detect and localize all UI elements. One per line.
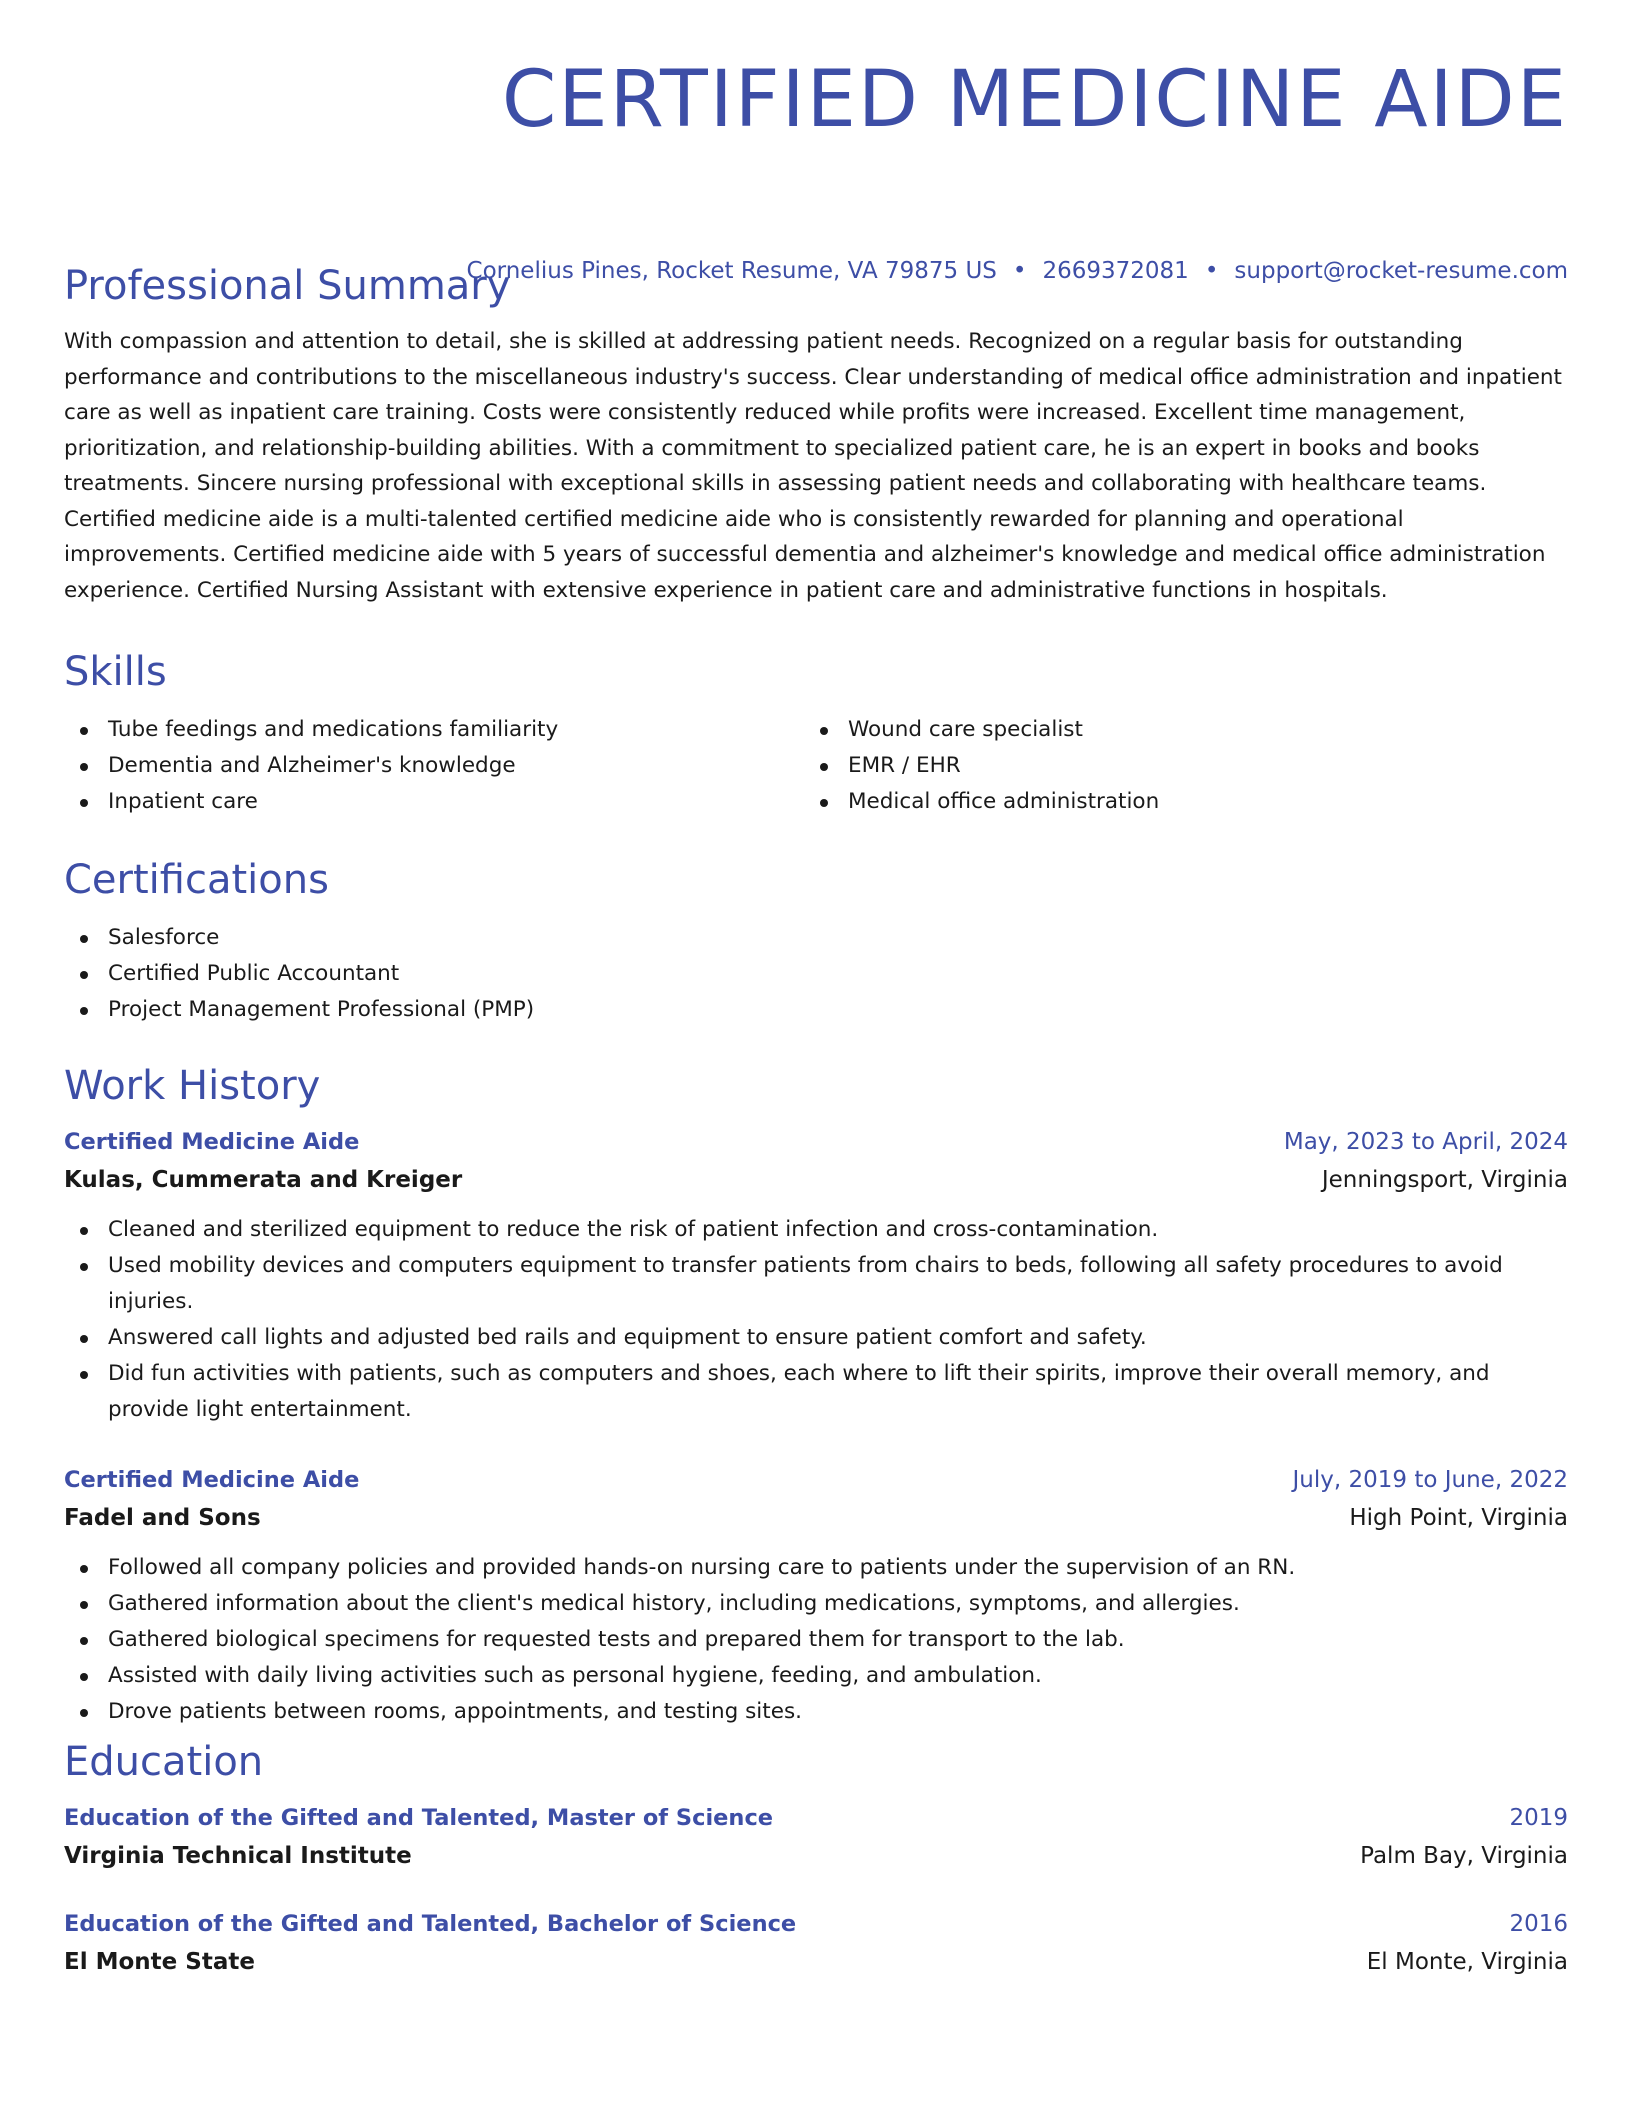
- degree-location: Palm Bay, Virginia: [1360, 1843, 1568, 1869]
- degree-entry: [64, 1800, 1568, 1876]
- skill-item: Medical office administration: [804, 784, 1544, 820]
- summary-text: With compassion and attention to detail, she is skilled at addressing patient needs. Recognized on a regular basis for outstanding performance and contributions to the miscellaneous industry's success. Clear understanding of medical office administration and inpatient care as well as inpatient care training. Costs were consistently reduced while profits were increased. Excellent time management, prioritization, and relationship-building abilities. With a commitment to specialized patient care, he is an expert in books and books treatments. Sincere nursing professional with exceptional skills in assessing patient needs and collaborating with healthcare teams. Certified medicine aide is a multi-talented certified medicine aide who is consistently rewarded for planning and operational improvements. Certified medicine aide with 5 years of successful dementia and alzheimer's knowledge and medical office administration experience. Certified Nursing Assistant with extensive experience in patient care and administrative functions in hospitals.: [64, 329, 1562, 603]
- skill-item: Inpatient care: [64, 784, 804, 820]
- degree-location: El Monte, Virginia: [1366, 1949, 1568, 1975]
- skills-grid: [64, 712, 1568, 820]
- job-title: Certified Medicine Aide: [64, 1467, 360, 1493]
- job-entry: [64, 1462, 1568, 1730]
- contact-email: support@rocket-resume.com: [1234, 258, 1568, 284]
- resume-title: CERTIFIED MEDICINE AIDE: [501, 55, 1568, 145]
- job-duty: Gathered information about the client's medical history, including medications, symptoms, and allergies.: [64, 1586, 1568, 1622]
- certifications-list: [64, 920, 1568, 1028]
- degree-school-row: [64, 1836, 1568, 1876]
- skill-item: EMR / EHR: [804, 748, 1544, 784]
- skills-list-right: [804, 712, 1544, 820]
- job-duty: Assisted with daily living activities such as personal hygiene, feeding, and ambulation.: [64, 1658, 1568, 1694]
- contact-phone: 2669372081: [1042, 258, 1189, 284]
- job-dates: May, 2023 to April, 2024: [1283, 1129, 1568, 1155]
- education-section: [64, 1738, 1568, 1982]
- degree-school-row: [64, 1942, 1568, 1982]
- summary-section: [64, 262, 1568, 608]
- contact-address: Cornelius Pines, Rocket Resume, VA 79875 US: [466, 258, 997, 284]
- skill-item: Wound care specialist: [804, 712, 1544, 748]
- job-duty: Drove patients between rooms, appointments, and testing sites.: [64, 1694, 1568, 1730]
- degree-year: 2016: [1509, 1911, 1568, 1937]
- certification-item: Project Management Professional (PMP): [64, 992, 1568, 1028]
- skill-item: Dementia and Alzheimer's knowledge: [64, 748, 804, 784]
- degree-school: El Monte State: [64, 1949, 255, 1975]
- job-employer: Kulas, Cummerata and Kreiger: [64, 1167, 463, 1193]
- degree-entry: [64, 1906, 1568, 1982]
- job-duty: Did fun activities with patients, such as computers and shoes, each where to lift their spirits, improve their overall memory, and provide light entertainment.: [64, 1356, 1568, 1428]
- job-title-row: [64, 1462, 1568, 1498]
- summary-heading: Professional Summary: [64, 263, 511, 309]
- certification-item: Certified Public Accountant: [64, 956, 1568, 992]
- contact-separator: •: [1012, 258, 1027, 284]
- certifications-section: [64, 856, 1568, 1028]
- job-entry: [64, 1124, 1568, 1428]
- job-employer: Fadel and Sons: [64, 1505, 261, 1531]
- work-history-section: [64, 1062, 1568, 1730]
- job-duty: Used mobility devices and computers equipment to transfer patients from chairs to beds, following all safety procedures to avoid injuries.: [64, 1248, 1568, 1320]
- degree-school: Virginia Technical Institute: [64, 1843, 412, 1869]
- work-history-heading: Work History: [64, 1063, 321, 1109]
- job-dates: July, 2019 to June, 2022: [1292, 1467, 1568, 1493]
- job-location: High Point, Virginia: [1349, 1505, 1568, 1531]
- job-duty: Answered call lights and adjusted bed rails and equipment to ensure patient comfort and safety.: [64, 1320, 1568, 1356]
- job-duty: Gathered biological specimens for requested tests and prepared them for transport to the lab.: [64, 1622, 1568, 1658]
- resume-header: [64, 52, 1568, 148]
- degree-name: Education of the Gifted and Talented, Bachelor of Science: [64, 1911, 797, 1937]
- job-duty: Cleaned and sterilized equipment to reduce the risk of patient infection and cross-contamination.: [64, 1212, 1568, 1248]
- job-duties-list: [64, 1550, 1568, 1730]
- job-duties-list: [64, 1212, 1568, 1428]
- job-employer-row: [64, 1498, 1568, 1538]
- degree-title-row: [64, 1800, 1568, 1836]
- job-title-row: [64, 1124, 1568, 1160]
- job-employer-row: [64, 1160, 1568, 1200]
- skill-item: Tube feedings and medications familiarity: [64, 712, 804, 748]
- certification-item: Salesforce: [64, 920, 1568, 956]
- degree-year: 2019: [1509, 1805, 1568, 1831]
- certifications-heading: Certifications: [64, 857, 329, 903]
- skills-section: [64, 648, 1568, 820]
- degree-name: Education of the Gifted and Talented, Master of Science: [64, 1805, 774, 1831]
- skills-list-left: [64, 712, 804, 820]
- degree-title-row: [64, 1906, 1568, 1942]
- skills-heading: Skills: [64, 649, 167, 695]
- job-location: Jenningsport, Virginia: [1321, 1167, 1568, 1193]
- job-duty: Followed all company policies and provided hands-on nursing care to patients under the supervision of an RN.: [64, 1550, 1568, 1586]
- contact-separator: •: [1204, 258, 1219, 284]
- education-heading: Education: [64, 1739, 264, 1785]
- job-title: Certified Medicine Aide: [64, 1129, 360, 1155]
